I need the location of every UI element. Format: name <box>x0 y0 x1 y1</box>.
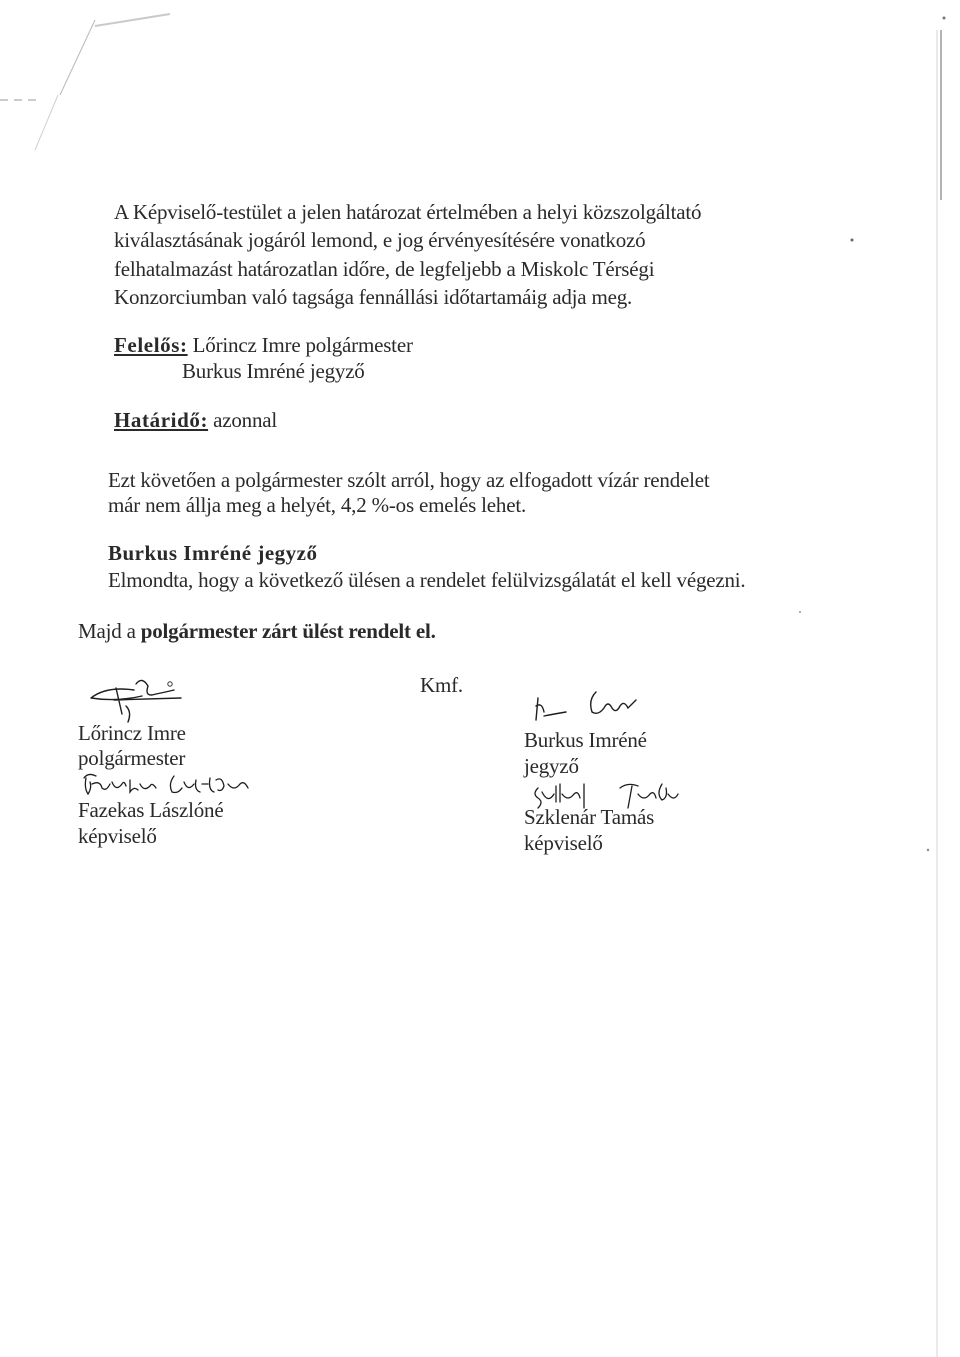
deadline-label: Határidő: <box>114 408 209 432</box>
signer-burkus-role: jegyző <box>524 754 579 778</box>
signer-lorincz-name: Lőrincz Imre <box>78 721 186 745</box>
signer-szklenar-name: Szklenár Tamás <box>524 805 655 829</box>
deadline-value: azonnal <box>213 408 278 432</box>
signer-burkus-name: Burkus Imréné <box>524 728 647 752</box>
closing-bold: polgármester zárt ülést rendelt el. <box>140 619 436 643</box>
responsible-row <box>114 332 413 358</box>
closing-line <box>78 618 436 644</box>
responsible-person-1: Lőrincz Imre polgármester <box>192 333 413 357</box>
resolution-line-1: A Képviselő-testület a jelen határozat értelmében a helyi közszolgáltató <box>114 200 702 224</box>
deadline-row <box>114 407 277 433</box>
resolution-line-2: kiválasztásának jogáról lemond, e jog érvényesítésére vonatkozó <box>114 228 646 252</box>
signer-fazekas-name: Fazekas Lászlóné <box>78 798 224 822</box>
signer-lorincz-role: polgármester <box>78 746 186 770</box>
kmf-label: Kmf. <box>420 673 463 697</box>
responsible-person-2: Burkus Imréné jegyző <box>182 359 365 383</box>
speaker-statement: Elmondta, hogy a következő ülésen a rendelet felülvizsgálatát el kell végezni. <box>108 568 746 592</box>
signer-szklenar-role: képviselő <box>524 831 603 855</box>
resolution-line-4: Konzorciumban való tagsága fennállási időtartamáig adja meg. <box>114 285 633 309</box>
responsible-label: Felelős: <box>114 333 188 357</box>
discussion-line-1: Ezt követően a polgármester szólt arról, hogy az elfogadott vízár rendelet <box>108 468 710 492</box>
signer-fazekas-role: képviselő <box>78 824 157 848</box>
discussion-line-2: már nem állja meg a helyét, 4,2 %-os emelés lehet. <box>108 493 527 517</box>
speaker-heading: Burkus Imréné jegyző <box>108 541 318 565</box>
closing-prefix: Majd a <box>78 619 141 643</box>
signature-burkus <box>532 686 682 731</box>
resolution-line-3: felhatalmazást határozatlan időre, de legfeljebb a Miskolc Térségi <box>114 257 655 281</box>
